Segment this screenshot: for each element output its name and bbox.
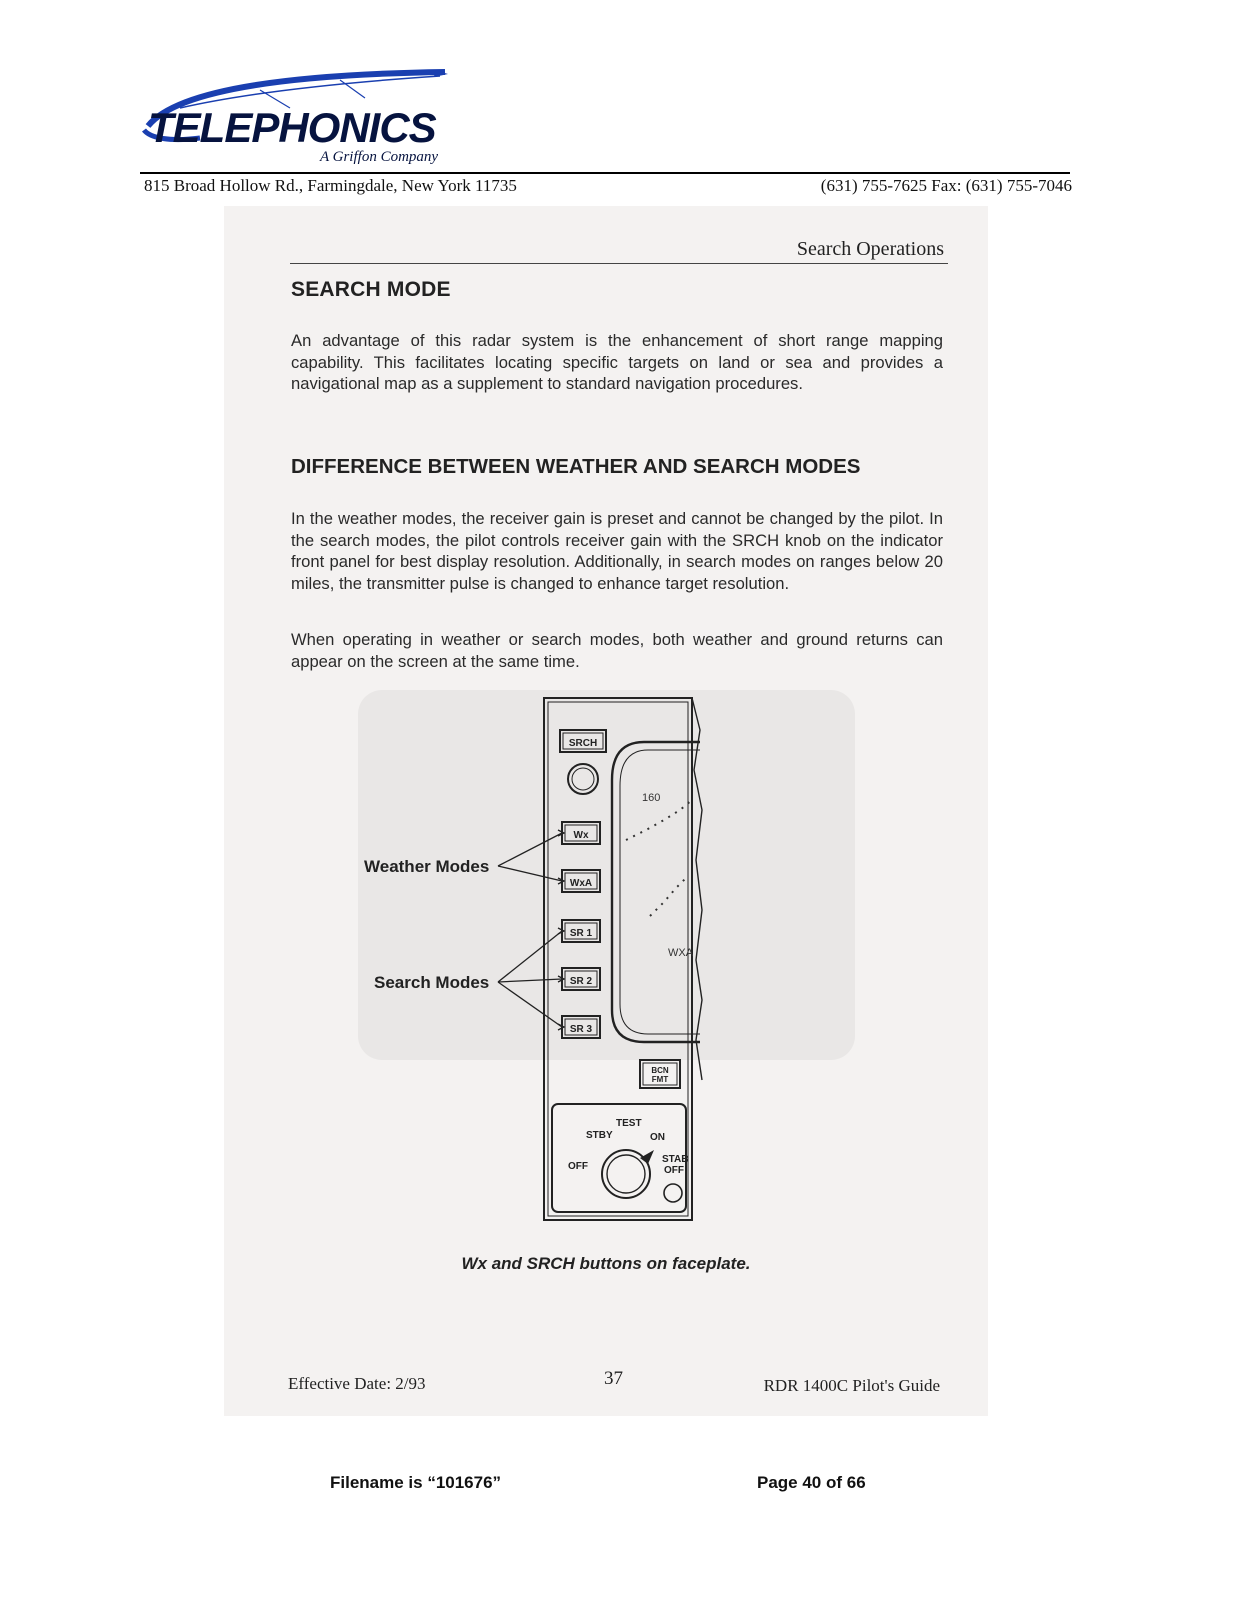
svg-text:FMT: FMT [651, 1075, 669, 1084]
scanned-page [224, 206, 988, 1416]
filename-footer: Filename is “101676” [330, 1473, 502, 1492]
indicator-light [664, 1184, 682, 1202]
screen-mode-label: WXA [668, 947, 694, 959]
sr2-button[interactable] [562, 968, 600, 990]
paragraph-3: When operating in weather or search modes, both weather and ground returns can appear on the screen at the same time. [291, 630, 943, 671]
sr3-button[interactable] [562, 1016, 600, 1038]
wxa-button[interactable] [562, 870, 600, 892]
bcn-fmt-button[interactable] [640, 1060, 680, 1088]
svg-text:SR 2: SR 2 [569, 976, 593, 987]
page-count-footer: Page 40 of 66 [757, 1473, 866, 1492]
wx-button[interactable] [562, 822, 600, 844]
logo-wordmark: TELEPHONICS [148, 104, 436, 151]
svg-text:SRCH: SRCH [568, 738, 598, 749]
paragraph-2: In the weather modes, the receiver gain is preset and cannot be changed by the pilot. In the search modes, the pilot controls receiver gain with the SRCH knob on the indicator front panel for best display resolution. Additionally, in search modes on ranges below 20 miles, the transmitter pulse is changed to enhance target resolution. [291, 509, 943, 593]
paragraph-1: An advantage of this radar system is the enhancement of short range mapping capability. This facilitates locating specific targets on land or sea and provides a navigational map as a supplement to standard navigation procedures. [291, 331, 943, 393]
scan-page-number: 37 [604, 1368, 623, 1389]
guide-title: RDR 1400C Pilot's Guide [763, 1376, 940, 1395]
sr1-button[interactable] [562, 920, 600, 942]
weather-modes-label: Weather Modes [364, 857, 490, 876]
svg-text:BCN: BCN [651, 1066, 669, 1075]
svg-text:WxA: WxA [569, 878, 593, 889]
heading-search-mode: SEARCH MODE [291, 278, 451, 301]
svg-text:Wx: Wx [573, 830, 589, 841]
heading-difference: DIFFERENCE BETWEEN WEATHER AND SEARCH MODES [291, 455, 861, 478]
svg-text:SR 1: SR 1 [569, 928, 593, 939]
letterhead-rule [140, 172, 1070, 174]
logo-tagline: A Griffon Company [320, 149, 439, 165]
switch-on-label: ON [650, 1132, 665, 1143]
mode-selector-knob[interactable] [602, 1150, 654, 1198]
effective-date: Effective Date: 2/93 [288, 1374, 426, 1393]
letterhead-address: 815 Broad Hollow Rd., Farmingdale, New York 11735 [144, 176, 517, 195]
svg-text:SR 3: SR 3 [569, 1024, 593, 1035]
switch-stby-label: STBY [586, 1130, 613, 1141]
faceplate-figure [358, 690, 858, 1230]
faceplate-frame [544, 698, 692, 1220]
figure-caption: Wx and SRCH buttons on faceplate. [461, 1254, 751, 1273]
display-screen [612, 742, 700, 1042]
switch-off-label: OFF [568, 1161, 588, 1172]
switch-test-label: TEST [616, 1118, 642, 1129]
switch-stab-off-label: OFF [664, 1165, 684, 1176]
switch-stab-label: STAB [662, 1154, 689, 1165]
section-rule [290, 263, 948, 264]
letterhead-phone: (631) 755-7625 Fax: (631) 755-7046 [820, 176, 1072, 195]
srch-knob[interactable] [568, 764, 598, 794]
search-modes-label: Search Modes [374, 973, 490, 992]
section-header: Search Operations [796, 238, 944, 260]
screen-range-label: 160 [642, 792, 661, 804]
srch-button[interactable] [560, 730, 606, 752]
